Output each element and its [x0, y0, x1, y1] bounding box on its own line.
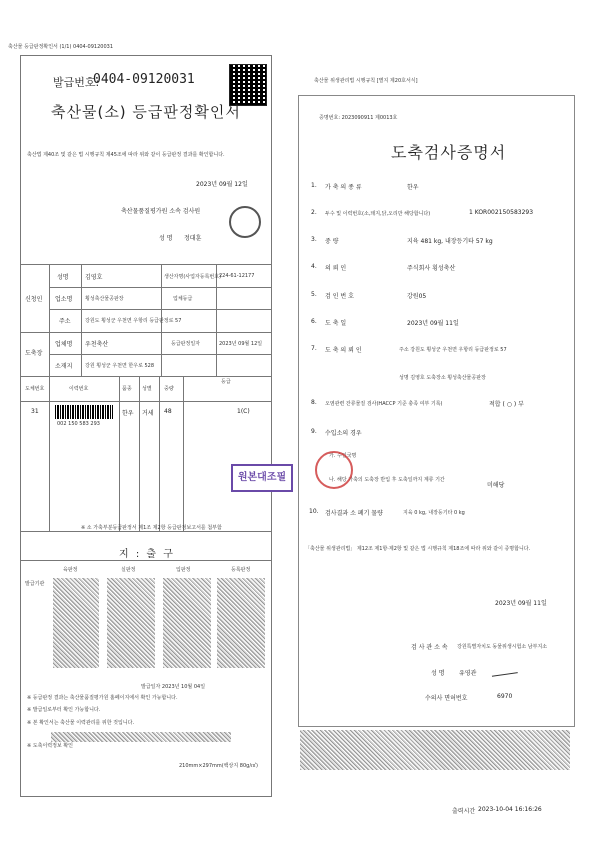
notice-text: 축산법 제40조 및 같은 법 시행규칙 제45조에 따라 위와 같이 등급판정 결과를 확인합니다.	[27, 152, 225, 158]
bottom-header-1: 육판정	[63, 567, 78, 573]
certificate-title: 도축검사증명서	[391, 143, 507, 162]
item-4-label: 의 뢰 인	[325, 265, 347, 272]
weight: 48	[164, 408, 172, 415]
item-7-value: 주소 강원도 횡성군 우천면 우항리 등급판정로 57	[399, 347, 507, 353]
item-9a-label: 가. 수입국명	[329, 453, 357, 459]
grade: 1(C)	[237, 408, 250, 415]
issue-sub: 발급일자 2023년 10월 04일	[141, 684, 206, 690]
breed: 한우	[122, 410, 134, 417]
company-name-label: 업체명	[55, 341, 73, 348]
paper-size: 210mm×297mm(백상지 80g/㎡)	[179, 763, 258, 769]
location-label: 소재지	[55, 363, 73, 370]
note-2: ※ 발급일로부터 확인 가능합니다.	[27, 707, 101, 713]
business-name-label: 업소명	[55, 296, 73, 303]
item-10-value: 지육 0 kg, 내장등기타 0 kg	[403, 510, 465, 516]
item-2-label: 두수 및 이력번호(소,돼지,닭,오리만 해당합니다)	[325, 211, 431, 217]
note-1: ※ 등급판정 결과는 축산물품질평가원 홈페이지에서 확인 가능합니다.	[27, 695, 178, 701]
item-3-label: 중 량	[325, 238, 339, 245]
bottom-header-2: 실판정	[121, 567, 136, 573]
grade-header-grade: 등급	[221, 379, 231, 385]
producer-reg-label: 생산자명(사업자등록번호)	[164, 274, 222, 280]
official-seal	[229, 206, 261, 238]
item-7-label: 도 축 의 뢰 인	[325, 347, 362, 354]
item-7-value-2: 성명 김영호 도축장소 횡성축산물공판장	[399, 375, 486, 381]
carcass-number: 31	[31, 408, 39, 415]
grade-header-sex: 성별	[142, 386, 152, 392]
item-9-label: 수입소의 경우	[325, 430, 362, 437]
item-3-no: 3.	[311, 236, 317, 243]
grade-header-trace: 이력번호	[69, 386, 89, 392]
business-grade-label: 업체등급	[173, 296, 193, 302]
office: 강원특별자치도 동물위생시험소 남부지소	[457, 644, 548, 650]
org-line: 축산물품질평가원 소속 검사원	[121, 208, 201, 215]
location: 강원 횡성군 우천면 한우로 528	[85, 363, 155, 369]
top-left-header: 축산물 등급판정확인서 (1/1) 0404-09120031	[8, 44, 113, 50]
item-8-no: 8.	[311, 399, 317, 406]
item-1-label: 가 축 의 종 류	[325, 184, 362, 191]
company-name: 우천축산	[85, 341, 109, 348]
inspector-name-right: 유영관	[459, 670, 477, 677]
vet-license-label: 수의사 면허번호	[425, 695, 468, 702]
signature	[490, 660, 518, 676]
document-title: 축산물(소) 등급판정확인서	[51, 103, 241, 121]
applicant-name: 김영호	[85, 274, 103, 281]
business-name: 횡성축산물공판장	[85, 296, 124, 302]
item-5-label: 검 인 번 호	[325, 293, 354, 300]
redacted-block-4	[217, 578, 265, 668]
certificate-number: 증명번호: 2023090911 제0013호	[319, 115, 398, 121]
item-9b-label: 나. 해당 가축의 도축장 반입 후 도축일까지 계류 기간	[329, 477, 445, 483]
note-4: ※ 도축이력정보 확인	[27, 743, 74, 749]
issue-date: 2023년 09월 12일	[196, 181, 248, 188]
item-1-value: 한우	[407, 184, 419, 191]
grade-date: 2023년 09월 12일	[219, 341, 263, 347]
footnote: ※ 소 가축부분등급판정서 제1조 제2항 등급판정보고서를 첨부함	[81, 525, 222, 531]
item-2-value: 1 KOR002150583293	[469, 209, 534, 216]
vet-license-number: 6970	[497, 693, 513, 700]
address-label: 주소	[59, 318, 71, 325]
item-5-no: 5.	[311, 291, 317, 298]
slaughterhouse-section-label: 도축장	[25, 350, 43, 357]
producer-reg-number: 224-61-12177	[219, 273, 255, 279]
red-circular-seal	[315, 451, 353, 489]
bottom-side-label: 발급기관	[25, 581, 45, 587]
printed-at-label: 출력시간	[452, 808, 476, 815]
item-10-no: 10.	[309, 508, 319, 515]
item-10-label: 검사결과 소 폐기 물량	[325, 510, 383, 517]
address: 강원도 횡성군 우천면 우항리 등급판정로 57	[85, 318, 182, 324]
item-2-no: 2.	[311, 209, 317, 216]
applicant-name-label: 성명	[57, 274, 69, 281]
trace-number: 002 150 583 293	[57, 421, 100, 427]
slaughter-inspection-certificate	[298, 95, 575, 727]
redacted-block-5	[51, 732, 231, 742]
item-8-value: 적합 ( ○ ) 부	[489, 401, 524, 408]
grade-header-weight: 중량	[164, 386, 174, 392]
redacted-strip-right	[300, 730, 570, 770]
issue-number: 0404-09120031	[93, 72, 195, 87]
item-5-value: 강원05	[407, 293, 427, 300]
printed-at-value: 2023-10-04 16:16:26	[478, 806, 542, 813]
issue-number-label: 발급번호:	[53, 76, 100, 89]
grade-date-label: 등급판정일자	[171, 341, 200, 347]
item-4-no: 4.	[311, 263, 317, 270]
note-3: ※ 본 확인서는 축산물 이력관리를 위한 것입니다.	[27, 720, 135, 726]
inspector-label: 성 명	[159, 235, 173, 242]
name-label: 성 명	[431, 670, 445, 677]
item-9-no: 9.	[311, 428, 317, 435]
qr-code	[229, 64, 267, 106]
office-label: 검 사 관 소 속	[411, 644, 448, 651]
item-6-value: 2023년 09월 11일	[407, 320, 459, 327]
item-8-label: 오염관련 잔류물질 검사(HACCP 기준 충족 여부 기록)	[325, 401, 443, 407]
bottom-header-4: 등록판정	[231, 567, 251, 573]
redacted-block-2	[107, 578, 155, 668]
item-6-no: 6.	[311, 318, 317, 325]
grade-header-breed: 품종	[122, 386, 132, 392]
item-9b-value: 미해당	[487, 482, 505, 489]
redacted-block-3	[163, 578, 211, 668]
grade-header-no: 도체번호	[25, 386, 45, 392]
applicant-section-label: 신청인	[25, 296, 43, 303]
certificate-date: 2023년 09월 11일	[495, 600, 547, 607]
item-6-label: 도 축 일	[325, 320, 347, 327]
sex: 거세	[142, 410, 154, 417]
item-3-value: 지육 481 kg, 내장등기타 57 kg	[407, 238, 493, 245]
right-top-header: 축산물 위생관리법 시행규칙 [별지 제20호서식]	[314, 78, 418, 84]
bottom-header-3: 입판정	[176, 567, 191, 573]
item-7-no: 7.	[311, 345, 317, 352]
grade-certificate-document	[20, 55, 287, 797]
redacted-block-1	[53, 578, 99, 668]
item-4-value: 주식회사 횡성축산	[407, 265, 456, 272]
origin-label: 지 : 출 구	[119, 549, 175, 560]
statement: 「축산물 위생관리법」 제12조 제1항·제2항 및 같은 법 시행규칙 제18조에 따라 위와 같이 증명합니다.	[305, 546, 531, 552]
barcode	[55, 405, 113, 419]
copy-verified-stamp: 원본대조필	[231, 464, 293, 492]
item-1-no: 1.	[311, 182, 317, 189]
inspector-name: 정대훈	[184, 235, 202, 242]
